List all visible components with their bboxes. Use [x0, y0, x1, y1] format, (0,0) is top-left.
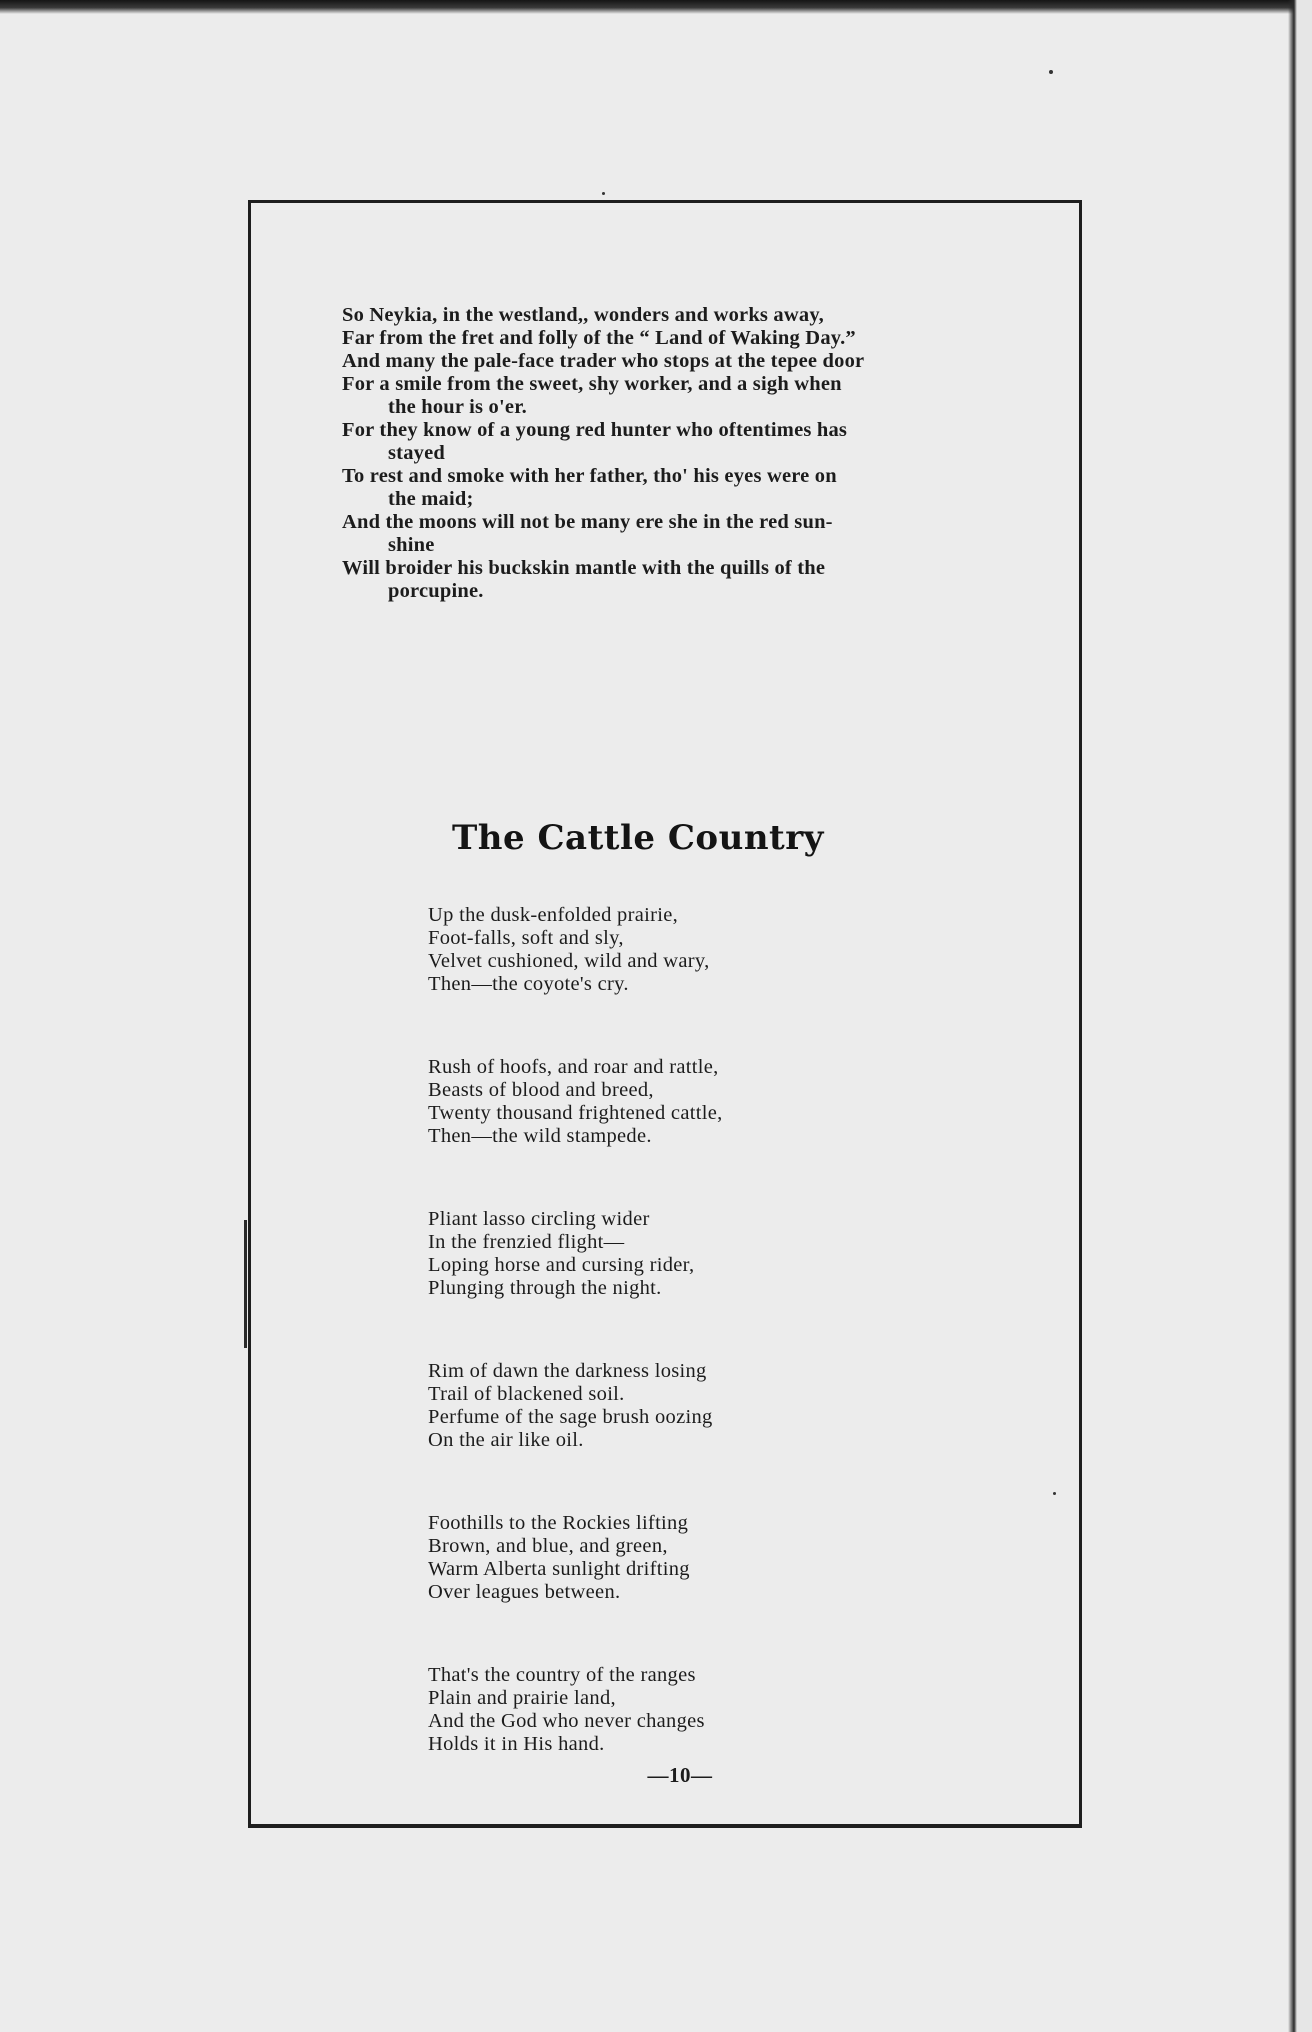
poem-line: Trail of blackened soil. [428, 1383, 625, 1405]
scan-page-edge [1288, 0, 1312, 2032]
poem-line: Holds it in His hand. [428, 1733, 605, 1755]
poem-line: Beasts of blood and breed, [428, 1079, 654, 1101]
poem-line: Velvet cushioned, wild and wary, [428, 950, 710, 972]
stanza [428, 1360, 848, 1452]
top-poem-excerpt [342, 304, 1002, 603]
stanza [428, 1512, 848, 1604]
scan-speck [602, 192, 605, 195]
poem-line: Over leagues between. [428, 1581, 621, 1603]
scan-top-shadow [0, 0, 1312, 14]
scan-margin-mark [244, 1220, 247, 1348]
poem-line: For they know of a young red hunter who oftentimes has stayed [342, 419, 848, 464]
poem-line: Rush of hoofs, and roar and rattle, [428, 1056, 719, 1078]
poem-line: Up the dusk-enfolded prairie, [428, 904, 679, 926]
poem-line: Foothills to the Rockies lifting [428, 1512, 689, 1534]
poem-line: Will broider his buckskin mantle with the quills of the porcupine. [342, 557, 826, 602]
poem-line: Loping horse and cursing rider, [428, 1254, 695, 1276]
cattle-country-poem [428, 904, 848, 1816]
poem-line: Brown, and blue, and green, [428, 1535, 668, 1557]
poem-line: So Neykia, in the westland,, wonders and works away, [342, 304, 824, 326]
scan-speck [1049, 70, 1053, 74]
poem-line: Pliant lasso circling wider [428, 1208, 650, 1230]
stanza [428, 1056, 848, 1148]
poem-line: Far from the fret and folly of the “ Land of Waking Day.” [342, 327, 856, 349]
poem-line: And many the pale-face trader who stops at the tepee door [342, 350, 865, 372]
poem-line: Perfume of the sage brush oozing [428, 1406, 713, 1428]
poem-line: Rim of dawn the darkness losing [428, 1360, 707, 1382]
poem-line: In the frenzied flight— [428, 1231, 625, 1253]
poem-line: Warm Alberta sunlight drifting [428, 1558, 690, 1580]
poem-line: Then—the wild stampede. [428, 1125, 652, 1147]
poem-line: Then—the coyote's cry. [428, 973, 629, 995]
poem-line: And the moons will not be many ere she in the red sun- shine [342, 511, 833, 556]
poem-line: On the air like oil. [428, 1429, 584, 1451]
poem-title: The Cattle Country [452, 818, 824, 858]
poem-line: Twenty thousand frightened cattle, [428, 1102, 723, 1124]
poem-line: And the God who never changes [428, 1710, 705, 1732]
stanza [428, 1208, 848, 1300]
poem-line: Plunging through the night. [428, 1277, 662, 1299]
poem-line: Plain and prairie land, [428, 1687, 616, 1709]
stanza [428, 1664, 848, 1756]
poem-line: That's the country of the ranges [428, 1664, 696, 1686]
poem-line: To rest and smoke with her father, tho' his eyes were on the maid; [342, 465, 837, 510]
page-number: —10— [647, 1763, 713, 1787]
stanza [428, 904, 848, 996]
poem-line: For a smile from the sweet, shy worker, and a sigh when the hour is o'er. [342, 373, 842, 418]
poem-line: Foot-falls, soft and sly, [428, 927, 624, 949]
